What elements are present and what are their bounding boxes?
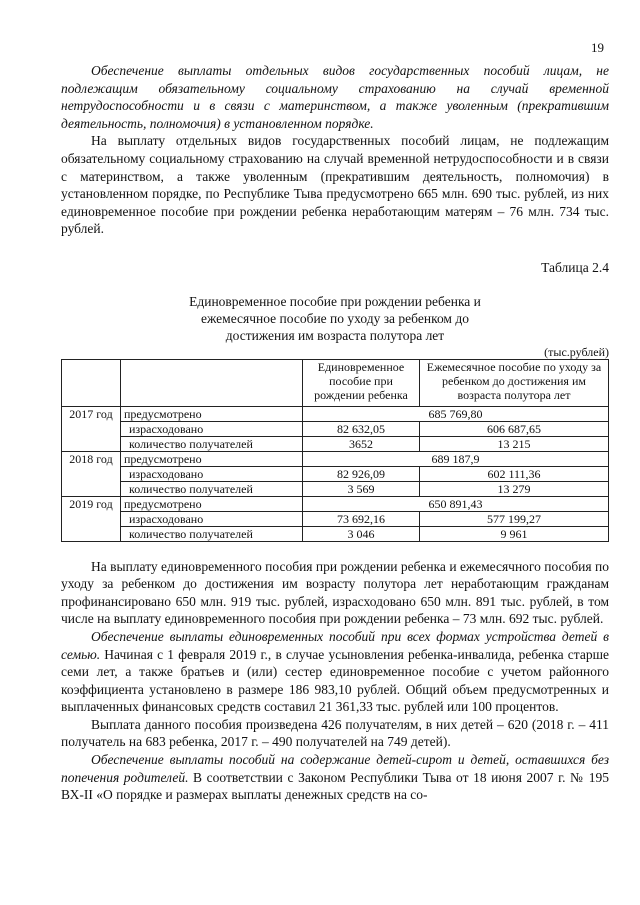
table-row xyxy=(62,466,609,481)
paragraph-text: Начиная с 1 февраля 2019 г., в случае усыновления ребенка-инвалида, ребенка старше семи лет, а также братьев и (или) сестер единовременное пособие с учетом районного коэффициента установлено в размере 186 983,10 рублей. Общий объем предусмотренных и выплаченных финансовых средств составил 21 361,33 тыс. рублей или 100 процентов. xyxy=(61,646,609,715)
recipients-lump-sum: 3652 xyxy=(303,436,420,451)
table-row xyxy=(62,526,609,541)
row-label: количество получателей xyxy=(121,526,303,541)
inline-heading: Обеспечение выплаты пособий на содержание детей-сирот и детей, оставшихся без попечения родителей. xyxy=(61,752,609,785)
row-label: предусмотрено xyxy=(121,451,303,466)
spent-monthly: 606 687,65 xyxy=(420,421,609,436)
recipients-lump-sum: 3 569 xyxy=(303,481,420,496)
spent-monthly: 602 111,36 xyxy=(420,466,609,481)
paragraph-recipients: Выплата данного пособия произведена 426 получателям, в них детей – 620 (2018 г. – 411 получатель на 683 ребенка, 2017 г. – 490 получателей на 749 детей). xyxy=(61,716,609,750)
header-cell-label xyxy=(121,359,303,406)
planned-value: 689 187,9 xyxy=(303,451,609,466)
spent-lump-sum: 73 692,16 xyxy=(303,511,420,526)
paragraph-adoption-benefits xyxy=(61,628,609,716)
table-units: (тыс.рублей) xyxy=(544,344,609,359)
row-label: израсходовано xyxy=(121,421,303,436)
planned-value: 685 769,80 xyxy=(303,406,609,421)
page-number: 19 xyxy=(591,40,604,55)
table-row xyxy=(62,511,609,526)
paragraph-orphans xyxy=(61,751,609,804)
table-title-line: Единовременное пособие при рождении ребенка и xyxy=(189,293,481,309)
table-label: Таблица 2.4 xyxy=(541,259,609,275)
planned-value: 650 891,43 xyxy=(303,496,609,511)
table-row xyxy=(62,481,609,496)
spent-lump-sum: 82 632,05 xyxy=(303,421,420,436)
header-cell-year xyxy=(62,359,121,406)
year-cell: 2019 год xyxy=(62,496,121,541)
section-heading-state-benefits: Обеспечение выплаты отдельных видов государственных пособий лицам, не подлежащим обязательному социальному страхованию на случай временной нетрудоспособности и в связи с материнством, а также уволенным (прекратившим деятельность, полномочия) в установленном порядке. xyxy=(61,63,609,131)
benefits-table xyxy=(61,359,609,542)
header-cell-monthly: Ежемесячное пособие по уходу за ребенком до достижения им возраста полутора лет xyxy=(420,359,609,406)
spent-lump-sum: 82 926,09 xyxy=(303,466,420,481)
table-row xyxy=(62,436,609,451)
row-label: израсходовано xyxy=(121,466,303,481)
table-title xyxy=(61,293,609,344)
document-body xyxy=(61,62,609,804)
inline-heading: Обеспечение выплаты единовременных пособий при всех формах устройства детей в семью. xyxy=(61,628,609,662)
header-cell-lump-sum: Единовременное пособие при рождении ребенка xyxy=(303,359,420,406)
recipients-monthly: 13 215 xyxy=(420,436,609,451)
paragraph-financing: На выплату единовременного пособия при рождении ребенка и ежемесячного пособия по уходу за ребенком до достижения им возрасту полутора лет неработающим гражданам профинансировано 650 млн. 919 тыс. рублей, израсходовано 650 млн. 891 тыс. рублей, в том числе на выплату единовременного пособия при рождении ребенка – 73 млн. 692 тыс. рублей. xyxy=(61,558,609,627)
recipients-monthly: 13 279 xyxy=(420,481,609,496)
table-header-row xyxy=(62,359,609,406)
table-row xyxy=(62,421,609,436)
recipients-lump-sum: 3 046 xyxy=(303,526,420,541)
table-row xyxy=(62,496,609,511)
row-label: количество получателей xyxy=(121,481,303,496)
row-label: количество получателей xyxy=(121,436,303,451)
year-cell: 2017 год xyxy=(62,406,121,451)
spent-monthly: 577 199,27 xyxy=(420,511,609,526)
table-row xyxy=(62,451,609,466)
year-cell: 2018 год xyxy=(62,451,121,496)
row-label: предусмотрено xyxy=(121,496,303,511)
table-title-line: ежемесячное пособие по уходу за ребенком до xyxy=(201,310,469,326)
row-label: предусмотрено xyxy=(121,406,303,421)
paragraph-state-benefits: На выплату отдельных видов государственных пособий лицам, не подлежащим обязательному социальному страхованию на случай временной нетрудоспособности и в связи с материнством, а также уволенным (прекратившим деятельность, полномочия) в установленном порядке, по Республике Тыва предусмотрено 665 млн. 690 тыс. рублей, из них единовременное пособие при рождении ребенка неработающим матерям – 76 млн. 734 тыс. рублей. xyxy=(61,133,609,237)
recipients-monthly: 9 961 xyxy=(420,526,609,541)
row-label: израсходовано xyxy=(121,511,303,526)
paragraph-text: В соответствии с Законом Республики Тыва от 18 июня 2007 г. № 195 ВХ-II «О порядке и размерах выплаты денежных средств на со- xyxy=(61,769,609,803)
table-row xyxy=(62,406,609,421)
table-title-line: достижения им возраста полутора лет xyxy=(225,327,445,343)
